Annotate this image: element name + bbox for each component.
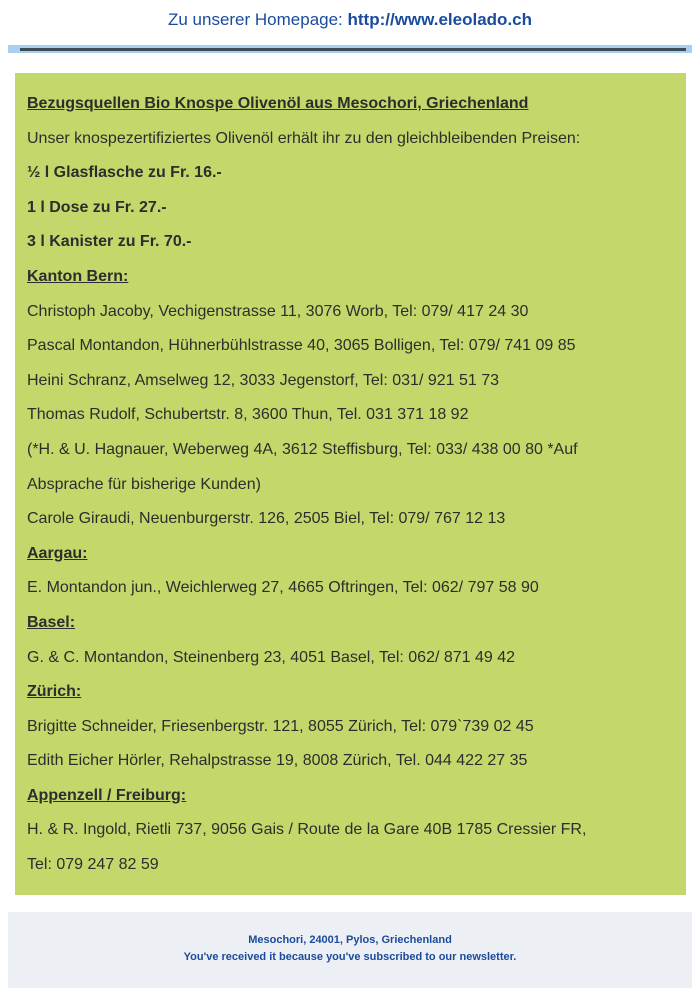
section-heading-zuerich: Zürich: — [27, 683, 82, 701]
intro-text: Unser knospezertifiziertes Olivenöl erhält ihr zu den gleichbleibenden Preisen: — [27, 129, 581, 147]
section-heading-appenzell: Appenzell / Freiburg: — [27, 786, 187, 804]
address-entry: Christoph Jacoby, Vechigenstrasse 11, 3076 Worb, Tel: 079/ 417 24 30 — [27, 302, 529, 320]
address-entry: Pascal Montandon, Hühnerbühlstrasse 40, 3065 Bolligen, Tel: 079/ 741 09 85 — [27, 337, 576, 355]
page-title: Bezugsquellen Bio Knospe Olivenöl aus Mesochori, Griechenland — [27, 95, 529, 112]
address-entry: H. & R. Ingold, Rietli 737, 9056 Gais / Route de la Gare 40B 1785 Cressier FR, — [27, 821, 587, 839]
address-entry: Brigitte Schneider, Friesenbergstr. 121, 8055 Zürich, Tel: 079`739 02 45 — [27, 717, 534, 735]
footer-note: You've received it because you've subscribed to our newsletter. — [183, 951, 517, 963]
homepage-line — [0, 10, 700, 30]
section-heading-bern: Kanton Bern: — [27, 267, 129, 285]
content-text — [27, 87, 677, 883]
price-item: 3 l Kanister zu Fr. 70.- — [27, 233, 192, 251]
section-heading-basel: Basel: — [27, 613, 76, 631]
footer-text — [8, 932, 692, 966]
price-item: ½ l Glasflasche zu Fr. 16.- — [27, 164, 222, 182]
homepage-link[interactable]: http://www.eleolado.ch — [347, 10, 533, 29]
address-entry: E. Montandon jun., Weichlerweg 27, 4665 Oftringen, Tel: 062/ 797 58 90 — [27, 579, 539, 597]
address-entry: G. & C. Montandon, Steinenberg 23, 4051 Basel, Tel: 062/ 871 49 42 — [27, 648, 516, 666]
price-item: 1 l Dose zu Fr. 27.- — [27, 198, 167, 216]
address-entry: Thomas Rudolf, Schubertstr. 8, 3600 Thun, Tel. 031 371 18 92 — [27, 406, 469, 424]
address-entry: Edith Eicher Hörler, Rehalpstrasse 19, 8008 Zürich, Tel. 044 422 27 35 — [27, 752, 528, 770]
address-entry: Carole Giraudi, Neuenburgerstr. 126, 2505 Biel, Tel: 079/ 767 12 13 — [27, 510, 506, 528]
address-entry: Heini Schranz, Amselweg 12, 3033 Jegenstorf, Tel: 031/ 921 51 73 — [27, 371, 500, 389]
divider-dark — [20, 48, 686, 51]
address-entry: Tel: 079 247 82 59 — [27, 856, 159, 874]
footer-address: Mesochori, 24001, Pylos, Griechenland — [248, 934, 452, 946]
address-entry: Absprache für bisherige Kunden) — [27, 475, 261, 493]
homepage-prefix: Zu unserer Homepage: — [167, 10, 348, 29]
address-entry: (*H. & U. Hagnauer, Weberweg 4A, 3612 Steffisburg, Tel: 033/ 438 00 80 *Auf — [27, 440, 578, 458]
section-heading-aargau: Aargau: — [27, 544, 88, 562]
